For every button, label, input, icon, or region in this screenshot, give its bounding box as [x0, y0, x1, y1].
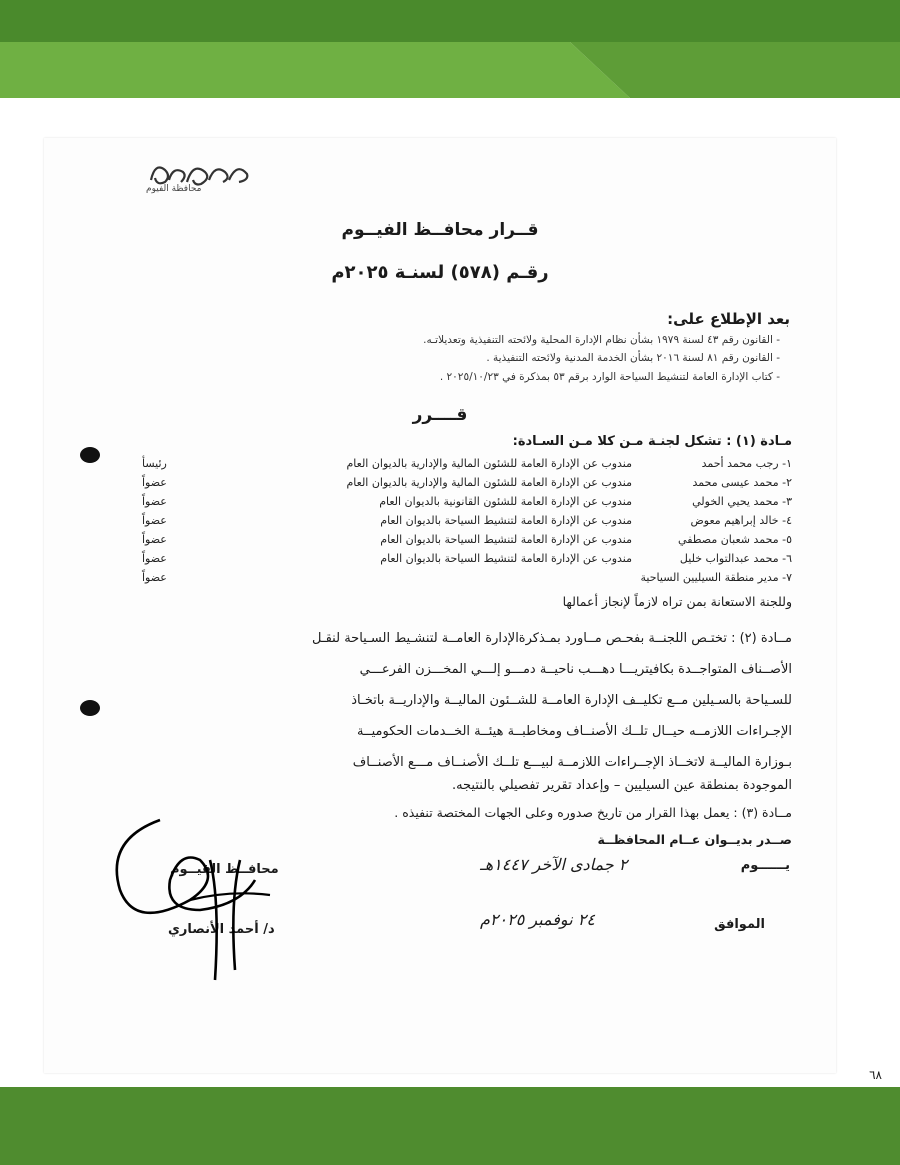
- hijri-year: ١٤٤٧هـ: [480, 855, 528, 874]
- committee-member-row: [142, 514, 792, 533]
- committee-member-row: [142, 476, 792, 495]
- member-position: عضواً: [142, 552, 167, 565]
- member-position: عضواً: [142, 533, 167, 546]
- greg-year: ٢٠٢٥م: [480, 910, 525, 929]
- gregorian-date: [480, 910, 595, 929]
- hijri-date: [480, 855, 627, 874]
- decision-heading: قــــرر: [412, 405, 468, 425]
- member-position: عضواً: [142, 495, 167, 508]
- committee-member-row: [142, 533, 792, 552]
- correspond-label: الموافق: [714, 917, 765, 932]
- handwritten-signature-icon: [100, 800, 280, 990]
- member-role: مندوب عن الإدارة العامة لتنشيط السياحة بالديوان العام: [380, 533, 632, 546]
- member-role: مندوب عن الإدارة العامة للشئون المالية والإدارية بالديوان العام: [346, 457, 632, 470]
- committee-member-row: [142, 495, 792, 514]
- signatory-name: د/ أحمد الأنصاري: [168, 922, 275, 937]
- article-2-line: مــادة (٢) : تختـص اللجنــة بفحـص مــاورد بمـذكرةالإدارة العامــة لتنشـيط السـياحة لنقـل: [311, 631, 792, 646]
- law-reference: - القانون رقم ٤٣ لسنة ١٩٧٩ بشأن نظام الإدارة المحلية ولائحته التنفيذية وتعديلاتـه.: [423, 334, 780, 346]
- member-role: مندوب عن الإدارة العامة لتنشيط السياحة بالديوان العام: [380, 552, 632, 565]
- member-name: ٥- محمد شعبان مصطفي: [678, 533, 792, 546]
- member-role: مندوب عن الإدارة العامة لتنشيط السياحة بالديوان العام: [380, 514, 632, 527]
- committee-note: وللجنة الاستعانة بمن تراه لازماً لإنجاز أعمالها: [562, 594, 792, 609]
- member-position: رئيسأ: [142, 457, 167, 470]
- article-2-line: الأصــناف المتواجــدة بكافيتريـــا دهـــب ناحيــة دمـــو إلـــي المخـــزن الفرعـــي: [359, 662, 792, 677]
- logo-subtitle: محافظة الفيوم: [146, 184, 202, 194]
- article-2-line: الموجودة بمنطقة عين السيليين – وإعداد تقرير تفصيلي بالنتيجه.: [451, 778, 792, 793]
- member-position: عضواً: [142, 571, 167, 584]
- member-position: عضواً: [142, 514, 167, 527]
- member-name: ٤- خالد إبراهيم معوض: [690, 514, 792, 527]
- article-1-heading: مـادة (١) : تشكل لجنـة مـن كلا مـن السـادة:: [512, 434, 792, 449]
- member-position: عضواً: [142, 476, 167, 489]
- decree-number: رقـم (٥٧٨) لسنـة ٢٠٢٥م: [331, 262, 549, 283]
- member-role: مندوب عن الإدارة العامة للشئون القانونية بالديوان العام: [379, 495, 632, 508]
- greg-handwritten: ٢٤ نوفمبر: [529, 910, 595, 929]
- member-name: ٢- محمد عيسى محمد: [692, 476, 792, 489]
- preamble-heading: بعد الإطلاع على:: [667, 310, 790, 328]
- hijri-handwritten: ٢ جمادى الآخر: [532, 855, 628, 874]
- committee-member-row: [142, 457, 792, 476]
- punch-hole-icon: [80, 700, 100, 716]
- member-name: ٦- محمد عبدالتواب خليل: [679, 552, 792, 565]
- punch-hole-icon: [80, 447, 100, 463]
- article-3: مــادة (٣) : يعمل بهذا القرار من تاريخ صدوره وعلى الجهات المختصة تنفيذه .: [394, 805, 792, 820]
- article-2-line: الإجـراءات اللازمــه حيــال تلــك الأصنــاف ومخاطبــة هيئــة الخــدمات الحكوميــة: [357, 724, 792, 739]
- article-2-line: للسـياحة بالسـيلين مــع تكليــف الإدارة العامــة للشــئون الماليــة والإداريــة باتخـاذ: [351, 693, 792, 708]
- member-role: مندوب عن الإدارة العامة للشئون المالية والإدارية بالديوان العام: [346, 476, 632, 489]
- member-name: ٧- مدير منطقة السيليين السياحية: [640, 571, 792, 584]
- law-reference: - القانون رقم ٨١ لسنة ٢٠١٦ بشأن الخدمة المدنية ولائحته التنفيذية .: [486, 352, 780, 364]
- law-reference: - كتاب الإدارة العامة لتنشيط السياحة الوارد برقم ٥٣ بمذكرة في ٢٠٢٥/١٠/٢٣ .: [439, 371, 780, 383]
- header-band-dark: [0, 0, 900, 42]
- committee-member-row: [142, 571, 792, 590]
- footer-band: [0, 1087, 900, 1165]
- committee-member-row: [142, 552, 792, 571]
- page-number: ٦٨: [869, 1068, 882, 1082]
- decree-title: قــرار محافــظ الفيــوم: [341, 220, 539, 240]
- day-label: يــــــوم: [740, 858, 790, 873]
- member-name: ٣- محمد يحيي الخولي: [692, 495, 792, 508]
- article-2-line: بـوزارة الماليــة لاتخــاذ الإجــراءات اللازمــة لبيـــع تلــك الأصنــاف مـــع الأصنــاف: [352, 755, 792, 770]
- issued-at: صــدر بديــوان عــام المحافظــة: [597, 832, 792, 847]
- member-name: ١- رجب محمد أحمد: [701, 457, 792, 470]
- signatory-title: محافــظ الفيــوم: [170, 862, 279, 877]
